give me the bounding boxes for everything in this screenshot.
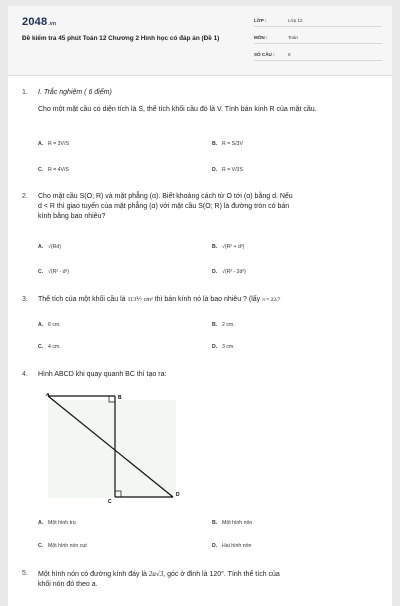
- question-5-line-2: khối nón đó theo a.: [38, 581, 98, 588]
- label-c: C: [108, 499, 112, 505]
- meta-subject-row: [254, 33, 382, 44]
- q1-option-c[interactable]: C. R = 4V/S: [38, 167, 69, 173]
- question-2-line-1: Cho mặt cầu S(O; R) và mặt phẳng (α). Biết khoảng cách từ O tới (α) bằng d. Nếu: [38, 193, 293, 200]
- label-b: B: [118, 395, 122, 401]
- q2-option-b[interactable]: B. √(R² + d²): [212, 244, 245, 250]
- question-1-text: Cho một mặt cầu có diện tích là S, thể tích khối cầu đó là V. Tính bán kính R của mặt cầu.: [38, 106, 317, 113]
- q1-option-d[interactable]: D. R = V/3S: [212, 167, 243, 173]
- q3-option-c[interactable]: C. 4 cm.: [38, 344, 61, 350]
- q1-option-b[interactable]: B. R = S/3V: [212, 141, 243, 147]
- site-logo[interactable]: [22, 16, 56, 28]
- meta-class-key: LỚP :: [254, 18, 267, 23]
- document-page: [8, 6, 392, 606]
- question-2-line-2: d < R thì giao tuyến của mặt phẳng (α) với mặt cầu S(O; R) là đường tròn có bán: [38, 203, 290, 210]
- label-a: A: [46, 393, 50, 398]
- page-header: [8, 6, 392, 76]
- label-d: D: [176, 492, 180, 498]
- meta-count-value: 8: [288, 52, 291, 57]
- question-3-text: Thể tích của một khối cầu là 113⅐ cm³ thì bán kính nó là bao nhiêu ? (lấy π ≈ 22/7: [38, 296, 281, 303]
- q4-option-c[interactable]: C. Một hình nón cụt: [38, 543, 87, 549]
- meta-class-row: [254, 16, 382, 27]
- question-4-text: Hình ABCD khi quay quanh BC thì tạo ra:: [38, 371, 167, 378]
- logo-main: 2048: [22, 16, 48, 28]
- document-title: Đề kiểm tra 45 phút Toán 12 Chương 2 Hình học có đáp án (Đề 1): [22, 35, 220, 42]
- q3-option-b[interactable]: B. 2 cm.: [212, 322, 235, 328]
- q2-option-a[interactable]: A. √(Rd): [38, 244, 61, 250]
- q3-option-d[interactable]: D. 3 cm.: [212, 344, 235, 350]
- q2-option-d[interactable]: D. √(R² - 2d²): [212, 269, 246, 275]
- diameter-formula: 2a√3: [148, 570, 164, 578]
- question-number: 3.: [22, 296, 28, 303]
- q1-option-a[interactable]: A. R = 3V/S: [38, 141, 69, 147]
- section-title: I. Trắc nghiệm ( 6 điểm): [38, 89, 112, 96]
- meta-subject-value: Toán: [288, 35, 298, 40]
- figure-abcd: [46, 393, 186, 511]
- meta-count-row: [254, 50, 382, 61]
- volume-formula: 113⅐ cm³: [127, 297, 153, 303]
- q3-option-a[interactable]: A. 6 cm.: [38, 322, 61, 328]
- question-number: 4.: [22, 371, 28, 378]
- meta-subject-key: MÔN :: [254, 35, 268, 40]
- pi-approx-formula: π ≈ 22/7: [262, 297, 281, 303]
- question-number: 5.: [22, 570, 28, 577]
- meta-count-key: SỐ CÂU :: [254, 52, 275, 57]
- meta-class-value: Lớp 12: [288, 18, 303, 23]
- question-number: 2.: [22, 193, 28, 200]
- logo-tld: .vn: [48, 21, 57, 27]
- q2-option-c[interactable]: C. √(R² - d²): [38, 269, 69, 275]
- q4-option-a[interactable]: A. Một hình trụ: [38, 520, 76, 526]
- q4-option-b[interactable]: B. Một hình nón: [212, 520, 253, 526]
- question-2-line-3: kính bằng bao nhiêu?: [38, 213, 106, 220]
- q4-option-d[interactable]: D. Hai hình nón: [212, 543, 252, 549]
- question-number: 1.: [22, 89, 28, 96]
- question-5-text: Một hình nón có đường kính đáy là 2a√3, góc ở đỉnh là 120°. Tính thể tích của: [38, 570, 280, 578]
